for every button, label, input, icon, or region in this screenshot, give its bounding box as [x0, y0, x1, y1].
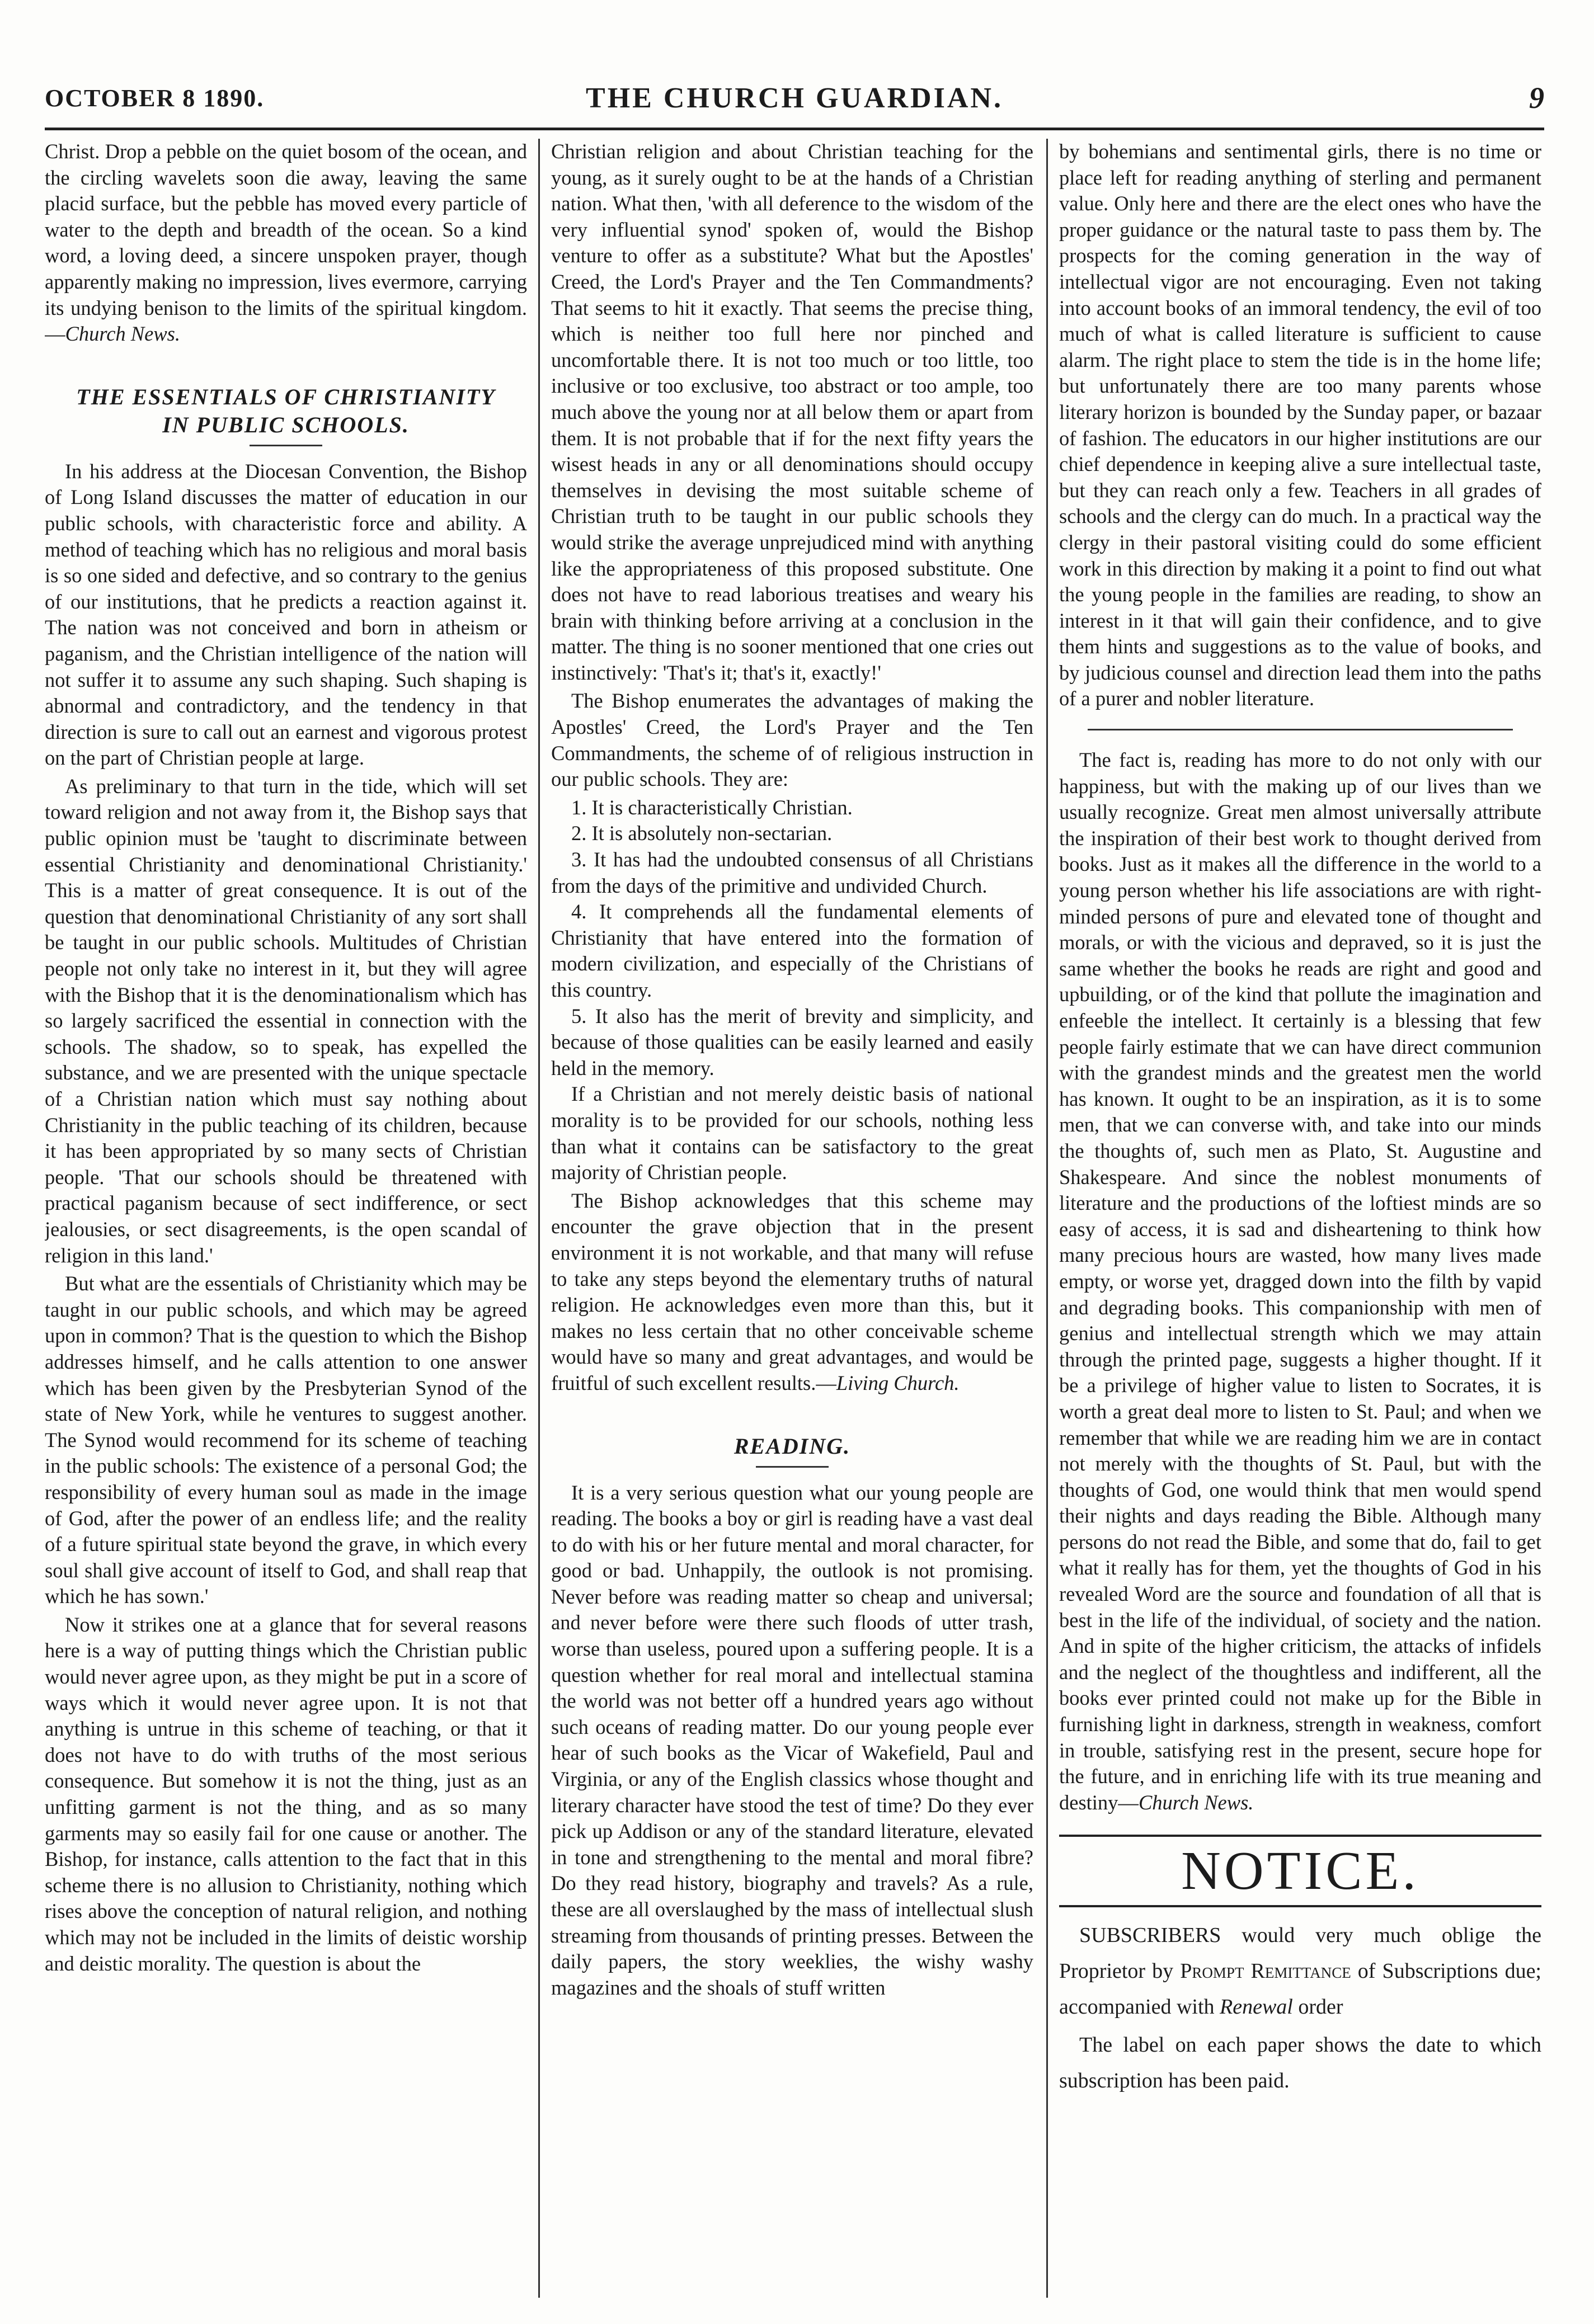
article-title: READING. [733, 1433, 851, 1459]
paragraph: by bohemians and sentimental girls, there is no time or place left for reading anything of sterling and permanent value. Only here and there are the elect ones who have the proper guidance or the natural taste to pass them by. The prospects for the coming generation in the way of intellectual vigor are not encouraging. Even not taking into account books of an immoral tendency, the evil of too much of what is called literature is sufficient to cause alarm. The right place to stem the tide is in the home life; but unfortunately there are too many parents whose literary horizon is bounded by the Sunday paper, or bazaar of fashion. The educators in our higher institutions are our chief dependence in keeping alive a sure intellectual taste, but they can reach only a few. Teachers in all grades of schools and the clergy can do much. In a practical way the clergy in their pastoral visiting could do some efficient work in this direction by making it a point to find out what the young people in the families are reading, to show an interest in it that will gain their confidence, and to give them hints and suggestions as to the value of books, and by judicious counsel and direction lead them into the paths of a purer and nobler literature. [1059, 140, 1541, 710]
source-credit: Living Church. [836, 1371, 960, 1394]
paragraph: In his address at the Diocesan Convention, the Bishop of Long Island discusses the matter of education in our public schools, with characteristic force and ability. A method of teaching which has no religious and moral basis is so one sided and defective, and so contrary to the genius of our institutions, that he predicts a reaction against it. The nation was not conceived and born in atheism or paganism, and the Christian intelligence of the nation will not suffer it to assume any such shaping. Such shaping is abnormal and contradictory, and the tendency in that direction is sure to call out an earnest and vigorous protest on the part of Christian people at large. [45, 459, 527, 770]
paragraph-text: The Bishop acknowledges that this scheme may encounter the grave objection that in the present environment it is not workable, and that many will refuse to take any steps beyond the elementary truths of natural religion. He acknowledges even more than this, but it makes no less certain that no other conceivable scheme would have so many and great advantages, and would be fruitful of such excellent results.— [551, 1189, 1033, 1394]
page-header [45, 78, 1544, 129]
page-number: 9 [1529, 81, 1544, 115]
source-credit: Church News. [65, 322, 180, 346]
notice-emphasis: Prompt Remittance [1180, 1959, 1351, 1983]
notice-paragraph: The label on each paper shows the date to which subscription has been paid. [1059, 2033, 1541, 2093]
list-item: 5. It also has the merit of brevity and simplicity, and because of those qualities can be easily learned and easily held in the memory. [551, 1004, 1033, 1079]
column-divider [538, 139, 540, 2298]
column-1 [45, 139, 527, 2298]
paragraph-text: The fact is, reading has more to do not only with our happiness, but with the making up of our lives than we usually recognize. Great men almost universally attribute the inspiration of their best work to thought derived from books. Just as it makes all the difference in the world to a young person whether his life associations are with right-minded persons of pure and elevated tone of thought and morals, or with the vicious and depraved, so it is just the same whether the books he reads are right and good and upbuilding, or of the kind that pollute the imagination and enfeeble the intellect. It certainly is a blessing that few people fairly estimate that we can have direct communion with the grandest minds and the greatest men the world has known. It ought to be an inspiration, as it is to some men, that we can converse with, and take into our minds the thoughts of, such men as Plato, St. Augustine and Shakespeare. And since the noblest monuments of literature and the productions of the loftiest minds are so easy of access, it is sad and disheartening to think how many precious hours are wasted, how many lives made empty, or worse yet, dragged down into the filth by vapid and degrading books. This companionship with men of genius and intellectual strength which we may attain through the printed page, suggests a higher thought. If it be a privilege of higher value to listen to Socrates, it is worth a great deal more to listen to St. Paul; and when we remember that while we are reading him we are in contact not merely with the thoughts of St. Paul, but with the thoughts of God, one would think that men would spend their nights and days reading the Bible. Although many persons do not read the Bible, and some that do, fail to get what it really has for them, yet the thoughts of God in his revealed Word are the source and foundation of all that is best in the life of the individual, of society and the nation. And in spite of the higher criticism, the attacks of infidels and the neglect of the thoughtless and indifferent, all the books ever printed could not make up for the Bible in furnishing light in darkness, strength in weakness, comfort in trouble, satisfying rest in the present, secure hope for the future, and in enriching life with its true meaning and destiny— [1059, 748, 1541, 1814]
list-item: 4. It comprehends all the fundamental elements of Christianity that have entered into the formation of modern civilization, and especially of the Christians of this country. [551, 900, 1033, 1001]
section-rule [1088, 729, 1513, 730]
article-title-line: THE ESSENTIALS OF CHRISTIANITY [76, 384, 496, 409]
title-rule [756, 1466, 829, 1468]
notice-text: order [1292, 1995, 1343, 2019]
paragraph [1059, 747, 1541, 1816]
list-item: 1. It is characteristically Christian. [571, 795, 853, 819]
paragraph [551, 1188, 1033, 1397]
notice-text: SUBSCRIBERS would very much oblige the Proprietor by [1059, 1924, 1541, 1983]
paragraph: Now it strikes one at a glance that for several reasons here is a way of putting things which the Christian public would never agree upon, as they might be put in a score of ways which it would never agree upon. It is not that anything is untrue in this scheme of teaching, or that it does not have to do with truths of the most serious consequence. But somehow it is not the thing, just as an unfitting garment is not the thing, and as so many garments may so easily fail for one cause or another. The Bishop, for instance, calls attention to the fact that in this scheme there is no allusion to Christianity, nothing which rises above the conception of natural religion, and nothing which may not be included in the limits of deistic worship and deistic morality. The question is about the [45, 1613, 527, 1975]
paragraph: But what are the essentials of Christianity which may be taught in our public schools, and which may be agreed upon in common? That is the question to which the Bishop addresses himself, and he calls attention to one answer which has been given by the Presbyterian Synod of the state of New York, while he ventures to suggest another. The Synod would recommend for its scheme of teaching in the public schools: The existence of a personal God; the responsibility of every human soul as made in the image of God, after the power of an endless life; and the reality of a future spiritual state beyond the grave, in which every soul shall give account of itself to God, and shall reap that which he has sown.' [45, 1272, 527, 1608]
paragraph: Christian religion and about Christian teaching for the young, as it surely ought to be at the hands of a Christian nation. What then, 'with all deference to the wisdom of the very influential synod' spoken of, would the Bishop venture to offer as a substitute? What but the Apostles' Creed, the Lord's Prayer and the Ten Commandments? That seems to hit it exactly. That seems the precise thing, which is neither too full here nor pinched and uncomfortable there. It is not too much or too little, too inclusive or too exclusive, too abstract or too ample, too much above the young nor at all below them or apart from them. It is not probable that if for the next fifty years the wisest heads in any or all denominations should occupy themselves in devising the most suitable scheme of Christian truth to be taught in our public schools they would strike the average unprejudiced mind with anything like the appropriateness of this proposed substitute. One does not have to read laborious treatises and weary his brain with thinking before arriving at a conclusion in the matter. The thing is no sooner mentioned that one cries out instinctively: 'That's it; that's it, exactly!' [551, 140, 1033, 684]
list-item: 2. It is absolutely non-sectarian. [571, 822, 833, 845]
article-title-line: IN PUBLIC SCHOOLS. [162, 412, 410, 437]
masthead-title: THE CHURCH GUARDIAN. [586, 82, 1003, 114]
paragraph-text: Christ. Drop a pebble on the quiet bosom of the ocean, and the circling wavelets soon die away, leaving the same placid surface, but the pebble has moved every particle of water to the depth and breadth of the ocean. So a kind word, a loving deed, a sincere unspoken prayer, though apparently making no impression, lives evermore, carrying its undying benison to the limits of the spiritual kingdom.— [45, 140, 527, 346]
advantages-list [551, 795, 1033, 1082]
notice-paragraph [1059, 1917, 1541, 2025]
paragraph: As preliminary to that turn in the tide, which will set toward religion and not away from it, the Bishop says that public opinion must be 'taught to discriminate between essential Christianity and denominational Christianity.' This is a matter of great consequence. It is out of the question that denominational Christianity of any sort shall be taught in our public schools. Multitudes of Christian people not only take no interest in it, but they will agree with the Bishop that it is the denominationalism which has so largely sacrificed the essential in connection with the schools. The shadow, so to speak, has expelled the substance, and we are presented with the unique spectacle of a Christian nation which must say nothing about Christianity in the public teaching of its children, because it has been appropriated by so many sects of Christian people. 'That our schools should be threatened with practical paganism because of sect indifference, or sect jealousies, or sect disagreements, is the open scandal of religion in this land.' [45, 774, 527, 1267]
paragraph: It is a very serious question what our young people are reading. The books a boy or girl is reading have a vast deal to do with his or her future mental and moral character, for good or bad. Unhappily, the outlook is not promising. Never before was reading matter so cheap and universal; and never before were there such floods of utter trash, worse than useless, poured upon a suffering people. It is a question whether for real moral and intellectual stamina the world was not better off a hundred years ago without such oceans of reading matter. Do our young people ever hear of such books as the Vicar of Wakefield, Paul and Virginia, or any of the English classics whose thought and literary character have stood the test of time? Do they ever pick up Addison or any of the standard literature, elevated in tone and strengthening to the mental and moral fibre? Do they read history, biography and travels? As a rule, these are all overslaughed by the mass of intellectual slush streaming from thousands of printing presses. Between the daily papers, the story weeklies, the wishy washy magazines and the shoals of stuff written [551, 1481, 1033, 1999]
paragraph [45, 139, 527, 347]
header-rule [45, 128, 1544, 130]
notice-emphasis: Renewal [1220, 1995, 1293, 2019]
paragraph: If a Christian and not merely deistic basis of national morality is to be provided for our schools, nothing less than what it contains can be satisfactory to the great majority of Christian people. [551, 1082, 1033, 1184]
article-title [45, 383, 527, 439]
list-item: 3. It has had the undoubted consensus of all Christians from the days of the primitive and undivided Church. [551, 848, 1033, 897]
issue-date: OCTOBER 8 1890. [45, 84, 265, 112]
source-credit: Church News. [1138, 1790, 1254, 1814]
column-3 [1059, 139, 1541, 2298]
column-divider [1046, 139, 1048, 2298]
paragraph: The Bishop enumerates the advantages of making the Apostles' Creed, the Lord's Prayer and the Ten Commandments, the scheme of of religious instruction in our public schools. They are: [551, 689, 1033, 791]
title-rule [250, 445, 322, 446]
notice-text: of Subscriptions due; accompanied with [1059, 1959, 1541, 2019]
notice-heading: NOTICE. [1059, 1835, 1541, 1907]
column-2 [551, 139, 1033, 2298]
